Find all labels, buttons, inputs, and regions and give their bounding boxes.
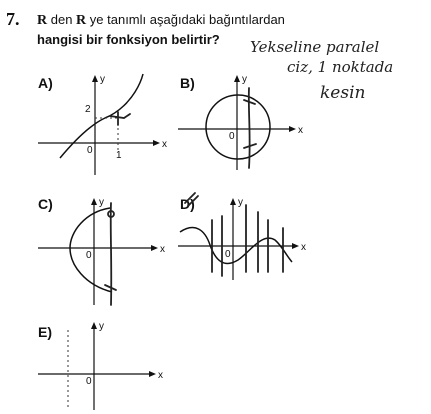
x-axis-label: x — [158, 370, 163, 381]
y-axis-label: y — [100, 74, 105, 85]
handwritten-note-line-1: Yekseline paralel — [250, 38, 380, 56]
option-b-label[interactable]: B) — [180, 75, 195, 91]
option-d-label[interactable]: D) — [180, 196, 195, 212]
option-c-label[interactable]: C) — [38, 196, 53, 212]
real-set-symbol: R — [76, 13, 87, 28]
x-axis-arrow — [149, 371, 156, 377]
question-text-fragment: den — [47, 12, 77, 27]
x-axis-label: x — [298, 125, 303, 136]
y-axis-label: y — [238, 197, 243, 208]
y-axis-arrow — [91, 322, 97, 329]
origin-label: 0 — [86, 376, 92, 387]
origin-label: 0 — [229, 131, 235, 142]
question-number: 7. — [6, 9, 20, 29]
handwritten-note-line-3: kesin — [320, 83, 366, 103]
origin-label: 0 — [86, 250, 92, 261]
origin-label: 0 — [225, 249, 231, 260]
option-e-label[interactable]: E) — [38, 324, 52, 340]
y-axis-label: y — [242, 74, 247, 85]
x-axis-label: x — [301, 242, 306, 253]
tick-label-y: 2 — [85, 104, 91, 115]
x-axis-label: x — [162, 139, 167, 150]
handwritten-note-line-2: ciz, 1 noktada — [287, 58, 394, 76]
tick-label-x: 1 — [116, 150, 122, 161]
y-axis-label: y — [99, 197, 104, 208]
question-text-fragment: ye tanımlı aşağıdaki bağıntılardan — [86, 12, 285, 27]
real-set-symbol: R — [37, 13, 48, 28]
origin-label: 0 — [87, 145, 93, 156]
x-axis-label: x — [160, 244, 165, 255]
y-axis-label: y — [99, 321, 104, 332]
option-a-label[interactable]: A) — [38, 75, 53, 91]
question-text-line-2: hangisi bir fonksiyon belirtir? — [37, 32, 220, 47]
